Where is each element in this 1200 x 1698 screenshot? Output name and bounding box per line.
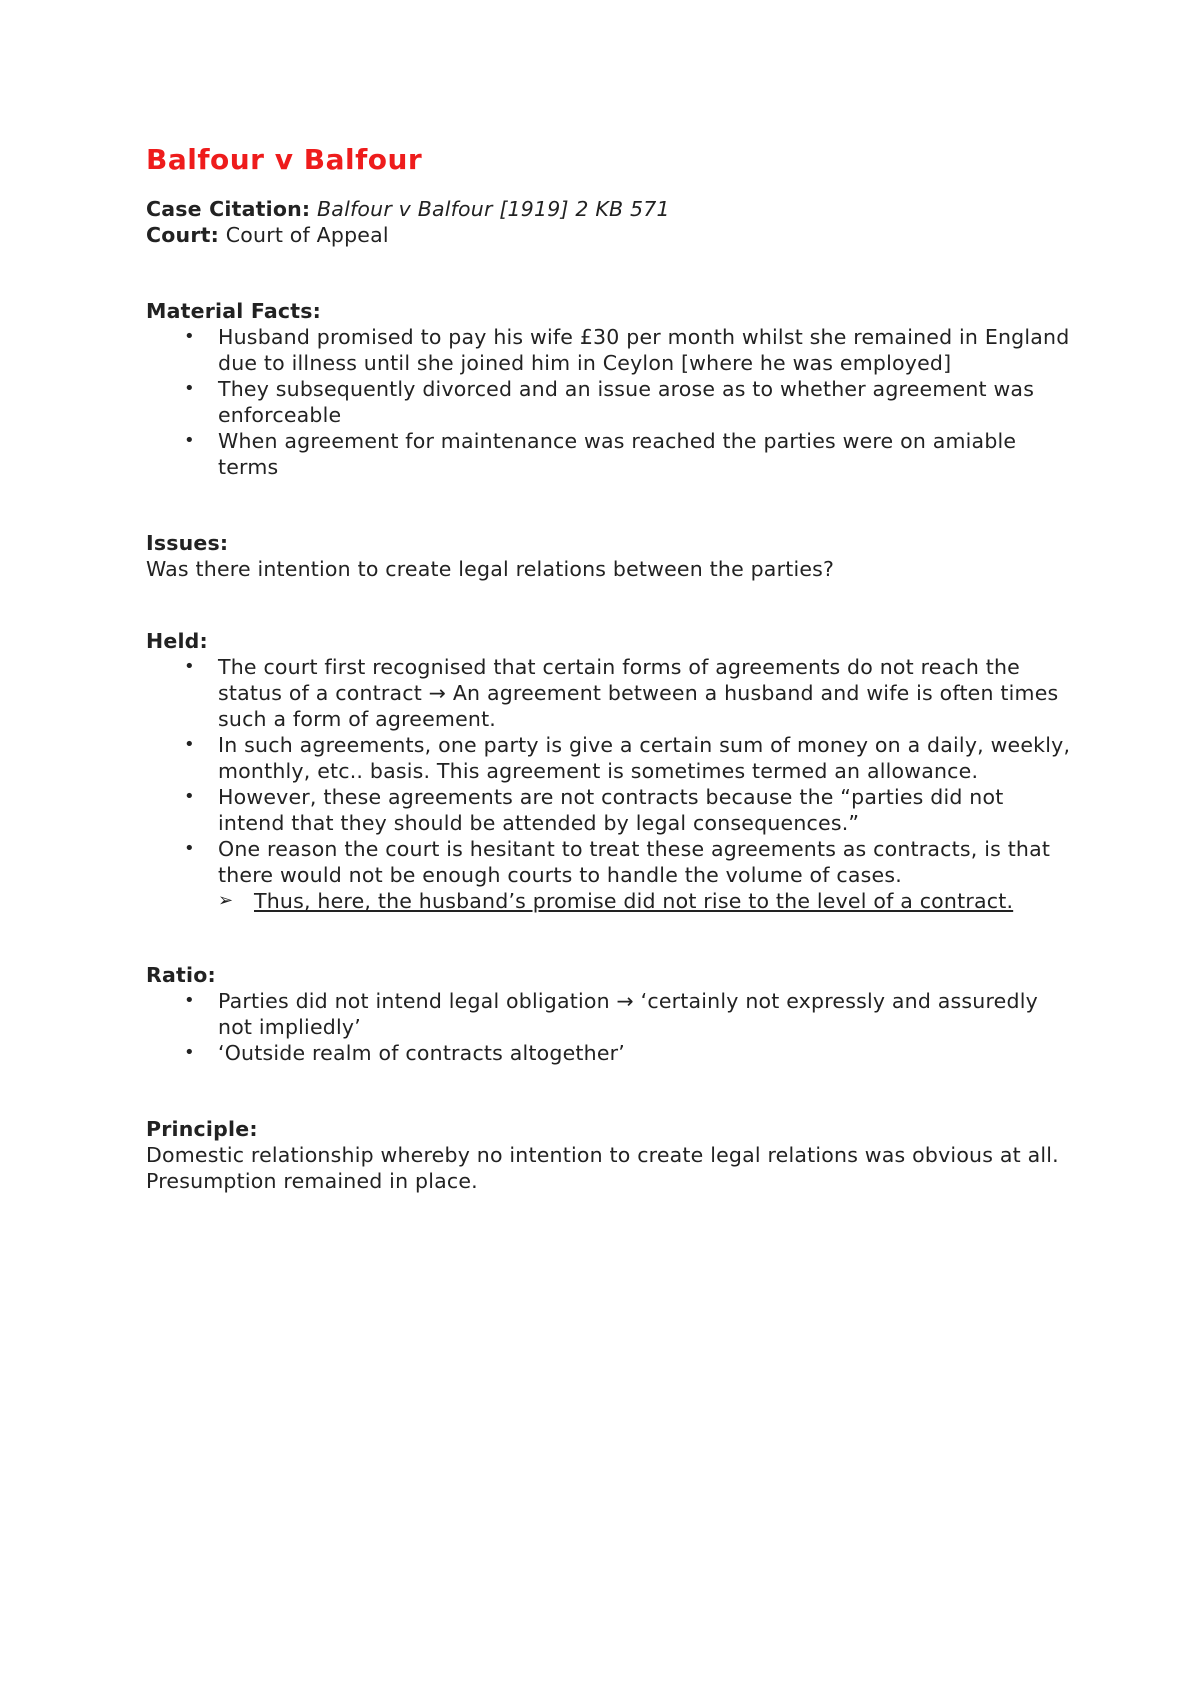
ratio-section <box>146 962 1076 1066</box>
principle-heading: Principle: <box>146 1117 258 1141</box>
sub-list-item <box>218 888 1076 914</box>
list-item <box>146 428 1076 480</box>
document-content <box>146 142 1076 1194</box>
principle-section <box>146 1116 1076 1194</box>
issues-heading: Issues: <box>146 531 229 555</box>
arrow-bullet-icon: ➢ <box>218 890 234 911</box>
list-item-text: However, these agreements are not contracts because the “parties did not intend that they should be attended by legal consequences.” <box>218 785 1004 835</box>
list-item-text: ‘Outside realm of contracts altogether’ <box>218 1041 625 1065</box>
ratio-list <box>146 988 1076 1066</box>
court-value: Court of Appeal <box>225 223 389 247</box>
list-item-text: They subsequently divorced and an issue arose as to whether agreement was enforceable <box>218 377 1035 427</box>
bullet-icon: • <box>184 786 195 807</box>
list-item <box>146 376 1076 428</box>
issues-section <box>146 530 1076 582</box>
sub-list-item-text: Thus, here, the husband’s promise did not rise to the level of a contract. <box>254 889 1014 913</box>
list-item-text: The court first recognised that certain forms of agreements do not reach the status of a contract → An agreement between a husband and wife is often times such a form of agreement. <box>218 655 1059 731</box>
case-citation-label: Case Citation: <box>146 197 311 221</box>
list-item-text: One reason the court is hesitant to treat these agreements as contracts, is that there would not be enough courts to handle the volume of cases. <box>218 837 1051 887</box>
list-item <box>146 836 1076 914</box>
bullet-icon: • <box>184 1042 195 1063</box>
court-line <box>146 222 1076 248</box>
list-item-text: When agreement for maintenance was reached the parties were on amiable terms <box>218 429 1017 479</box>
case-citation-value: Balfour v Balfour [1919] 2 KB 571 <box>317 197 670 221</box>
bullet-icon: • <box>184 430 195 451</box>
list-item <box>146 988 1076 1040</box>
bullet-icon: • <box>184 326 195 347</box>
bullet-icon: • <box>184 378 195 399</box>
principle-text: Domestic relationship whereby no intention to create legal relations was obvious at all. Presumption remained in place. <box>146 1143 1059 1193</box>
held-section <box>146 628 1076 914</box>
bullet-icon: • <box>184 990 195 1011</box>
case-title: Balfour v Balfour <box>146 143 423 176</box>
bullet-icon: • <box>184 734 195 755</box>
list-item-text: In such agreements, one party is give a certain sum of money on a daily, weekly, monthly, etc.. basis. This agreement is sometimes termed an allowance. <box>218 733 1071 783</box>
bullet-icon: • <box>184 656 195 677</box>
list-item-text: Parties did not intend legal obligation → ‘certainly not expressly and assuredly not impliedly’ <box>218 989 1038 1039</box>
list-item <box>146 324 1076 376</box>
material-facts-list <box>146 324 1076 480</box>
material-facts-heading: Material Facts: <box>146 299 322 323</box>
list-item <box>146 732 1076 784</box>
held-heading: Held: <box>146 629 208 653</box>
list-item-text: Husband promised to pay his wife £30 per month whilst she remained in England due to illness until she joined him in Ceylon [where he was employed] <box>218 325 1070 375</box>
issues-text: Was there intention to create legal relations between the parties? <box>146 557 835 581</box>
material-facts-section <box>146 298 1076 480</box>
bullet-icon: • <box>184 838 195 859</box>
ratio-heading: Ratio: <box>146 963 216 987</box>
list-item <box>146 784 1076 836</box>
held-list <box>146 654 1076 914</box>
case-citation-line <box>146 196 1076 222</box>
list-item <box>146 1040 1076 1066</box>
list-item <box>146 654 1076 732</box>
court-label: Court: <box>146 223 220 247</box>
